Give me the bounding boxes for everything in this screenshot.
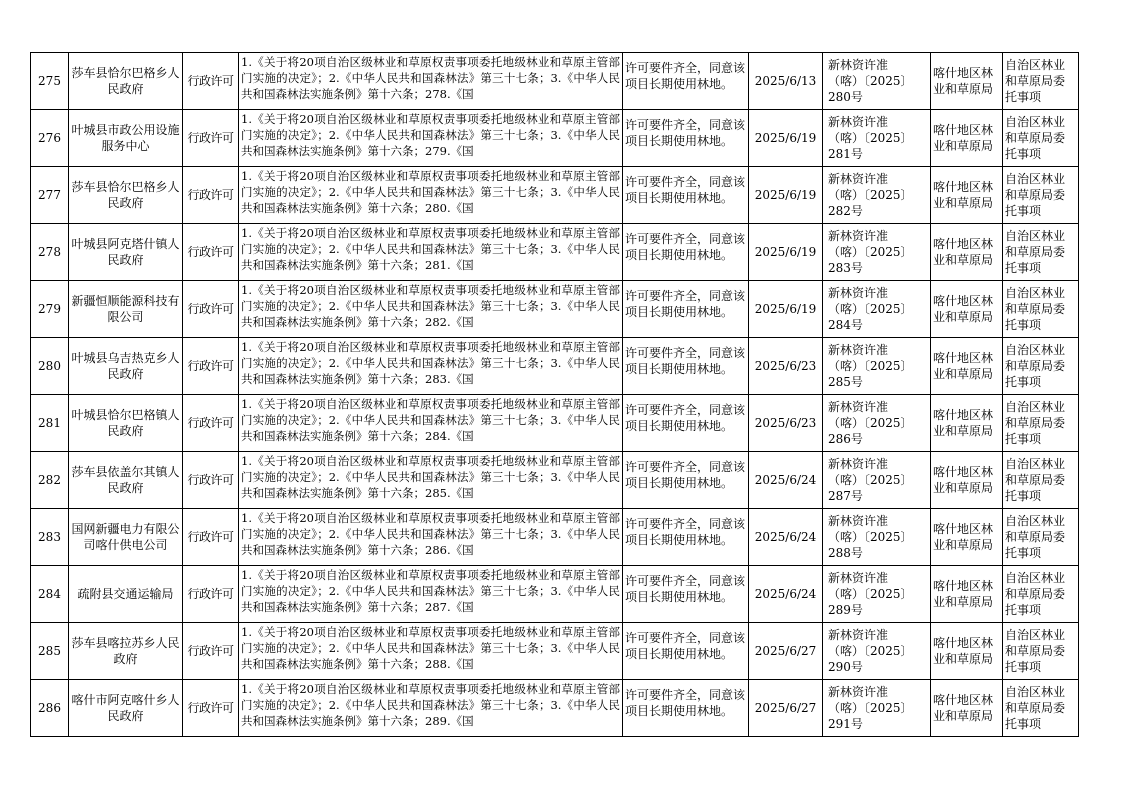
decision-result-text: 许可要件齐全，同意该项目长期使用林地。 [625, 118, 746, 148]
decision-result [623, 509, 749, 566]
document-number [823, 566, 931, 623]
applicant-unit: 国网新疆电力有限公司喀什供电公司 [69, 509, 183, 566]
applicant-unit: 叶城县市政公用设施服务中心 [69, 110, 183, 167]
document-number [823, 509, 931, 566]
table-row [31, 281, 1079, 338]
legal-basis [239, 680, 623, 737]
applicant-unit: 莎车县恰尔巴格乡人民政府 [69, 167, 183, 224]
decision-date: 2025/6/19 [749, 167, 823, 224]
issuing-authority: 喀什地区林业和草原局 [931, 167, 1003, 224]
legal-basis [239, 452, 623, 509]
row-number: 285 [31, 623, 69, 680]
document-number-line: （喀）〔2025〕 [828, 74, 913, 88]
permit-type: 行政许可 [183, 509, 239, 566]
decision-result [623, 680, 749, 737]
document-number-line: 新林资许准 [828, 58, 889, 72]
remarks: 自治区林业和草原局委托事项 [1003, 680, 1079, 737]
legal-basis [239, 509, 623, 566]
document-number-line: 新林资许准 [828, 172, 889, 186]
issuing-authority: 喀什地区林业和草原局 [931, 623, 1003, 680]
document-number-line: 287号 [828, 489, 863, 503]
remarks: 自治区林业和草原局委托事项 [1003, 452, 1079, 509]
document-number-line: （喀）〔2025〕 [828, 644, 913, 658]
legal-basis-text: 1.《关于将20项自治区级林业和草原权责事项委托地级林业和草原主管部门实施的决定》；2.《中华人民共和国森林法》第三十七条；3.《中华人民共和国森林法实施条例》第十六条；278.《国 [241, 55, 620, 101]
permit-type: 行政许可 [183, 224, 239, 281]
document-number-line: （喀）〔2025〕 [828, 530, 913, 544]
legal-basis-text: 1.《关于将20项自治区级林业和草原权责事项委托地级林业和草原主管部门实施的决定》；2.《中华人民共和国森林法》第三十七条；3.《中华人民共和国森林法实施条例》第十六条；284.《国 [241, 397, 620, 443]
applicant-unit: 莎车县喀拉苏乡人民政府 [69, 623, 183, 680]
document-number-line: 290号 [828, 660, 863, 674]
decision-result-text: 许可要件齐全，同意该项目长期使用林地。 [625, 175, 746, 205]
row-number: 279 [31, 281, 69, 338]
document-number [823, 338, 931, 395]
remarks: 自治区林业和草原局委托事项 [1003, 623, 1079, 680]
document-number [823, 623, 931, 680]
decision-result-text: 许可要件齐全，同意该项目长期使用林地。 [625, 688, 746, 718]
row-number: 276 [31, 110, 69, 167]
legal-basis-text: 1.《关于将20项自治区级林业和草原权责事项委托地级林业和草原主管部门实施的决定》；2.《中华人民共和国森林法》第三十七条；3.《中华人民共和国森林法实施条例》第十六条；286.《国 [241, 511, 620, 557]
issuing-authority: 喀什地区林业和草原局 [931, 452, 1003, 509]
row-number: 275 [31, 53, 69, 110]
document-number-line: （喀）〔2025〕 [828, 359, 913, 373]
decision-result-text: 许可要件齐全，同意该项目长期使用林地。 [625, 460, 746, 490]
issuing-authority: 喀什地区林业和草原局 [931, 338, 1003, 395]
decision-date: 2025/6/27 [749, 623, 823, 680]
decision-result-text: 许可要件齐全，同意该项目长期使用林地。 [625, 346, 746, 376]
issuing-authority: 喀什地区林业和草原局 [931, 680, 1003, 737]
document-number-line: 283号 [828, 261, 863, 275]
document-number [823, 452, 931, 509]
table-row [31, 53, 1079, 110]
document-number-line: 280号 [828, 90, 863, 104]
decision-date: 2025/6/19 [749, 110, 823, 167]
decision-result [623, 623, 749, 680]
document-number [823, 395, 931, 452]
document-number-line: 新林资许准 [828, 457, 889, 471]
decision-date: 2025/6/23 [749, 395, 823, 452]
document-number-line: （喀）〔2025〕 [828, 245, 913, 259]
issuing-authority: 喀什地区林业和草原局 [931, 395, 1003, 452]
document-number-line: 284号 [828, 318, 863, 332]
permit-type: 行政许可 [183, 566, 239, 623]
document-number-line: （喀）〔2025〕 [828, 131, 913, 145]
row-number: 284 [31, 566, 69, 623]
document-number-line: （喀）〔2025〕 [828, 416, 913, 430]
remarks: 自治区林业和草原局委托事项 [1003, 395, 1079, 452]
table-body [31, 53, 1079, 737]
applicant-unit: 莎车县依盖尔其镇人民政府 [69, 452, 183, 509]
document-number-line: 新林资许准 [828, 343, 889, 357]
permit-type: 行政许可 [183, 167, 239, 224]
remarks: 自治区林业和草原局委托事项 [1003, 110, 1079, 167]
legal-basis-text: 1.《关于将20项自治区级林业和草原权责事项委托地级林业和草原主管部门实施的决定》；2.《中华人民共和国森林法》第三十七条；3.《中华人民共和国森林法实施条例》第十六条；281.《国 [241, 226, 620, 272]
document-number [823, 680, 931, 737]
decision-result [623, 395, 749, 452]
document-number-line: 新林资许准 [828, 286, 889, 300]
applicant-unit: 莎车县恰尔巴格乡人民政府 [69, 53, 183, 110]
legal-basis [239, 167, 623, 224]
legal-basis [239, 281, 623, 338]
decision-date: 2025/6/13 [749, 53, 823, 110]
document-number-line: 新林资许准 [828, 514, 889, 528]
decision-date: 2025/6/27 [749, 680, 823, 737]
decision-date: 2025/6/19 [749, 281, 823, 338]
decision-date: 2025/6/23 [749, 338, 823, 395]
document-number-line: 新林资许准 [828, 115, 889, 129]
decision-result [623, 338, 749, 395]
document-number-line: 281号 [828, 147, 863, 161]
decision-result-text: 许可要件齐全，同意该项目长期使用林地。 [625, 289, 746, 319]
decision-result-text: 许可要件齐全，同意该项目长期使用林地。 [625, 403, 746, 433]
legal-basis-text: 1.《关于将20项自治区级林业和草原权责事项委托地级林业和草原主管部门实施的决定》；2.《中华人民共和国森林法》第三十七条；3.《中华人民共和国森林法实施条例》第十六条；285.《国 [241, 454, 620, 500]
document-number-line: 289号 [828, 603, 863, 617]
decision-result [623, 281, 749, 338]
permit-type: 行政许可 [183, 623, 239, 680]
decision-date: 2025/6/24 [749, 566, 823, 623]
document-number-line: （喀）〔2025〕 [828, 302, 913, 316]
document-number-line: （喀）〔2025〕 [828, 701, 913, 715]
remarks: 自治区林业和草原局委托事项 [1003, 509, 1079, 566]
document-number-line: 新林资许准 [828, 628, 889, 642]
legal-basis [239, 224, 623, 281]
document-number-line: 新林资许准 [828, 571, 889, 585]
decision-result [623, 452, 749, 509]
table-row [31, 167, 1079, 224]
decision-result [623, 566, 749, 623]
decision-result-text: 许可要件齐全，同意该项目长期使用林地。 [625, 631, 746, 661]
document-number-line: （喀）〔2025〕 [828, 587, 913, 601]
document-number [823, 167, 931, 224]
permit-table [30, 52, 1079, 737]
decision-date: 2025/6/24 [749, 509, 823, 566]
table-row [31, 566, 1079, 623]
document-number-line: 286号 [828, 432, 863, 446]
table-row [31, 623, 1079, 680]
legal-basis [239, 395, 623, 452]
document-number-line: 新林资许准 [828, 229, 889, 243]
issuing-authority: 喀什地区林业和草原局 [931, 53, 1003, 110]
decision-result-text: 许可要件齐全，同意该项目长期使用林地。 [625, 574, 746, 604]
issuing-authority: 喀什地区林业和草原局 [931, 281, 1003, 338]
row-number: 278 [31, 224, 69, 281]
decision-result-text: 许可要件齐全，同意该项目长期使用林地。 [625, 232, 746, 262]
applicant-unit: 喀什市阿克喀什乡人民政府 [69, 680, 183, 737]
remarks: 自治区林业和草原局委托事项 [1003, 53, 1079, 110]
issuing-authority: 喀什地区林业和草原局 [931, 224, 1003, 281]
decision-result [623, 110, 749, 167]
decision-result [623, 53, 749, 110]
document-number-line: 新林资许准 [828, 685, 889, 699]
permit-type: 行政许可 [183, 680, 239, 737]
legal-basis-text: 1.《关于将20项自治区级林业和草原权责事项委托地级林业和草原主管部门实施的决定》；2.《中华人民共和国森林法》第三十七条；3.《中华人民共和国森林法实施条例》第十六条；282.《国 [241, 283, 620, 329]
document-number-line: 288号 [828, 546, 863, 560]
permit-type: 行政许可 [183, 53, 239, 110]
remarks: 自治区林业和草原局委托事项 [1003, 566, 1079, 623]
row-number: 282 [31, 452, 69, 509]
applicant-unit: 疏附县交通运输局 [69, 566, 183, 623]
legal-basis-text: 1.《关于将20项自治区级林业和草原权责事项委托地级林业和草原主管部门实施的决定》；2.《中华人民共和国森林法》第三十七条；3.《中华人民共和国森林法实施条例》第十六条；279.《国 [241, 112, 620, 158]
table-row [31, 680, 1079, 737]
legal-basis-text: 1.《关于将20项自治区级林业和草原权责事项委托地级林业和草原主管部门实施的决定》；2.《中华人民共和国森林法》第三十七条；3.《中华人民共和国森林法实施条例》第十六条；283.《国 [241, 340, 620, 386]
document-number [823, 281, 931, 338]
document-number [823, 224, 931, 281]
table-row [31, 395, 1079, 452]
issuing-authority: 喀什地区林业和草原局 [931, 566, 1003, 623]
table-row [31, 509, 1079, 566]
document-number-line: 291号 [828, 717, 863, 731]
legal-basis [239, 566, 623, 623]
row-number: 280 [31, 338, 69, 395]
decision-date: 2025/6/24 [749, 452, 823, 509]
row-number: 277 [31, 167, 69, 224]
permit-type: 行政许可 [183, 281, 239, 338]
document-number [823, 53, 931, 110]
table-row [31, 224, 1079, 281]
table-row [31, 338, 1079, 395]
remarks: 自治区林业和草原局委托事项 [1003, 338, 1079, 395]
applicant-unit: 新疆恒顺能源科技有限公司 [69, 281, 183, 338]
decision-result [623, 167, 749, 224]
permit-type: 行政许可 [183, 338, 239, 395]
remarks: 自治区林业和草原局委托事项 [1003, 281, 1079, 338]
legal-basis-text: 1.《关于将20项自治区级林业和草原权责事项委托地级林业和草原主管部门实施的决定》；2.《中华人民共和国森林法》第三十七条；3.《中华人民共和国森林法实施条例》第十六条；280.《国 [241, 169, 620, 215]
legal-basis-text: 1.《关于将20项自治区级林业和草原权责事项委托地级林业和草原主管部门实施的决定》；2.《中华人民共和国森林法》第三十七条；3.《中华人民共和国森林法实施条例》第十六条；287.《国 [241, 568, 620, 614]
permit-type: 行政许可 [183, 110, 239, 167]
remarks: 自治区林业和草原局委托事项 [1003, 224, 1079, 281]
row-number: 281 [31, 395, 69, 452]
permit-type: 行政许可 [183, 395, 239, 452]
legal-basis-text: 1.《关于将20项自治区级林业和草原权责事项委托地级林业和草原主管部门实施的决定》；2.《中华人民共和国森林法》第三十七条；3.《中华人民共和国森林法实施条例》第十六条；289.《国 [241, 682, 620, 728]
legal-basis [239, 110, 623, 167]
applicant-unit: 叶城县乌吉热克乡人民政府 [69, 338, 183, 395]
applicant-unit: 叶城县阿克塔什镇人民政府 [69, 224, 183, 281]
table-row [31, 110, 1079, 167]
row-number: 286 [31, 680, 69, 737]
document-number-line: （喀）〔2025〕 [828, 473, 913, 487]
issuing-authority: 喀什地区林业和草原局 [931, 509, 1003, 566]
decision-result-text: 许可要件齐全，同意该项目长期使用林地。 [625, 517, 746, 547]
legal-basis-text: 1.《关于将20项自治区级林业和草原权责事项委托地级林业和草原主管部门实施的决定》；2.《中华人民共和国森林法》第三十七条；3.《中华人民共和国森林法实施条例》第十六条；288.《国 [241, 625, 620, 671]
permit-type: 行政许可 [183, 452, 239, 509]
decision-date: 2025/6/19 [749, 224, 823, 281]
document-number-line: 282号 [828, 204, 863, 218]
row-number: 283 [31, 509, 69, 566]
applicant-unit: 叶城县恰尔巴格镇人民政府 [69, 395, 183, 452]
legal-basis [239, 623, 623, 680]
decision-result-text: 许可要件齐全，同意该项目长期使用林地。 [625, 61, 746, 91]
remarks: 自治区林业和草原局委托事项 [1003, 167, 1079, 224]
document-number-line: 285号 [828, 375, 863, 389]
legal-basis [239, 338, 623, 395]
document-number [823, 110, 931, 167]
issuing-authority: 喀什地区林业和草原局 [931, 110, 1003, 167]
document-number-line: （喀）〔2025〕 [828, 188, 913, 202]
table-row [31, 452, 1079, 509]
legal-basis [239, 53, 623, 110]
document-number-line: 新林资许准 [828, 400, 889, 414]
decision-result [623, 224, 749, 281]
